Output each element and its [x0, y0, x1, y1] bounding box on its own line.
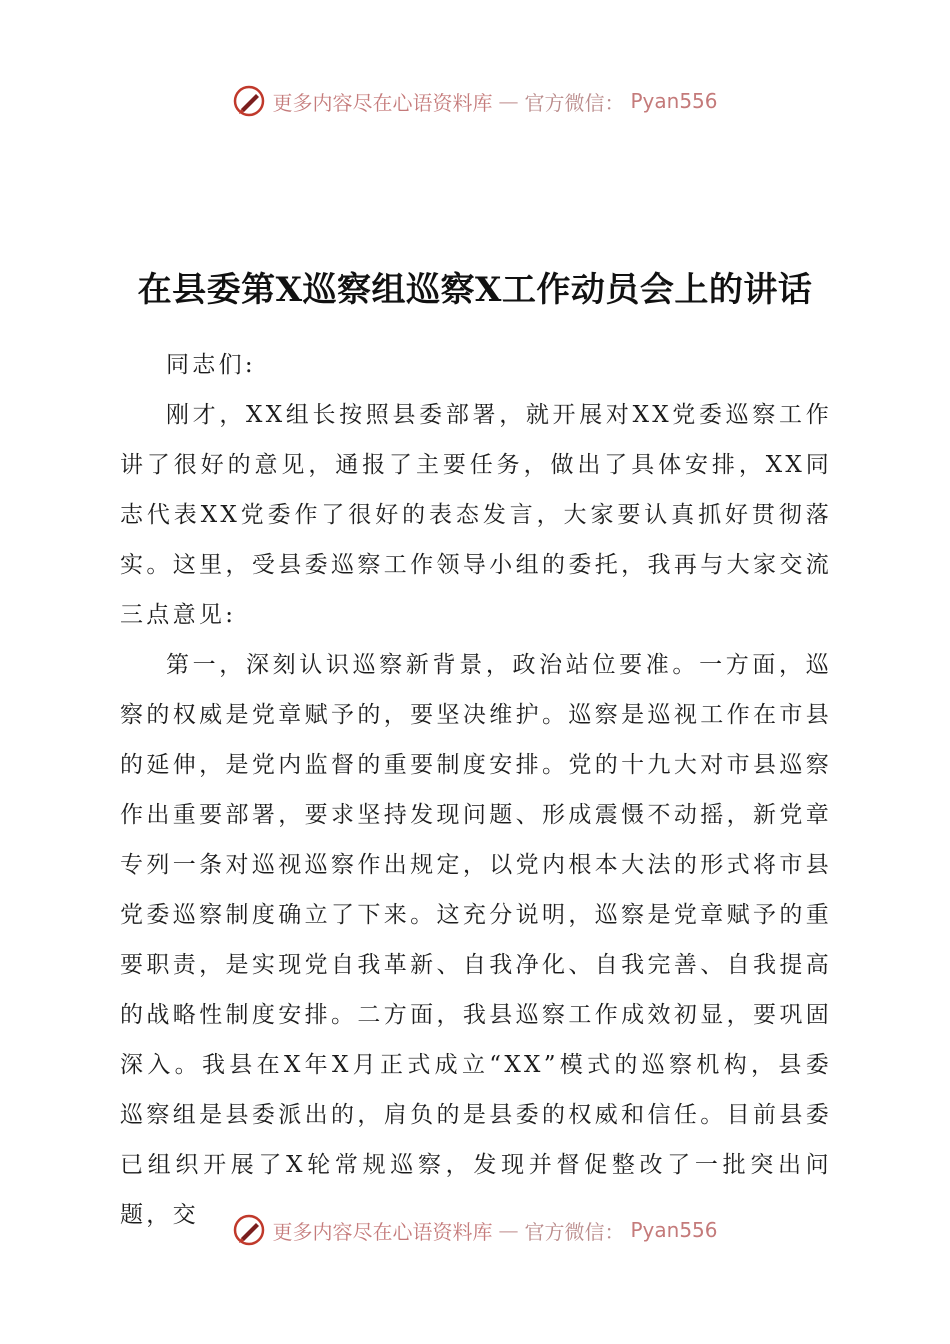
pen-logo-icon [232, 84, 266, 118]
watermark-separator: — [498, 89, 519, 113]
salutation-paragraph: 同志们: [166, 352, 256, 378]
body-paragraph: 第一，深刻认识巡察新背景，政治站位要准。一方面，巡察的权威是党章赋予的，要坚决维护。巡察是巡视工作在市县的延伸，是党内监督的重要制度安排。党的十九大对市县巡察作出重要部署，要求坚持发现问题、形成震慑不动摇，新党章专列一条对巡视巡察作出规定，以党内根本大法的形式将市县党委巡察制度确立了下来。这充分说明，巡察是党章赋予的重要职责，是实现党自我革新、自我净化、自我完善、自我提高的战略性制度安排。二方面，我县巡察工作成效初显，要巩固深入。我县在X年X月正式成立“XX”模式的巡察机构，县委巡察组是县委派出的，肩负的是县委的权威和信任。目前县委已组织开展了X轮常规巡察，发现并督促整改了一批突出问题，交 [120, 652, 832, 1228]
header-watermark [0, 84, 950, 118]
document-body [120, 340, 832, 1240]
watermark-official-label: 官方微信： [524, 1219, 625, 1244]
footer-watermark [0, 1213, 950, 1247]
watermark-account: Pyan556 [630, 1218, 718, 1242]
watermark-official-label: 官方微信： [524, 90, 625, 115]
watermark-text: 更多内容尽在心语资料库 [272, 1219, 493, 1244]
document-title: 在县委第X巡察组巡察X工作动员会上的讲话 [137, 270, 813, 310]
body-paragraph: 刚才，XX组长按照县委部署，就开展对XX党委巡察工作讲了很好的意见，通报了主要任务，做出了具体安排，XX同志代表XX党委作了很好的表态发言，大家要认真抓好贯彻落实。这里，受县委巡察工作领导小组的委托，我再与大家交流三点意见: [120, 402, 832, 628]
pen-logo-icon [232, 1213, 266, 1247]
watermark-account: Pyan556 [630, 89, 718, 113]
watermark-separator: — [498, 1218, 519, 1242]
watermark-text: 更多内容尽在心语资料库 [272, 90, 493, 115]
